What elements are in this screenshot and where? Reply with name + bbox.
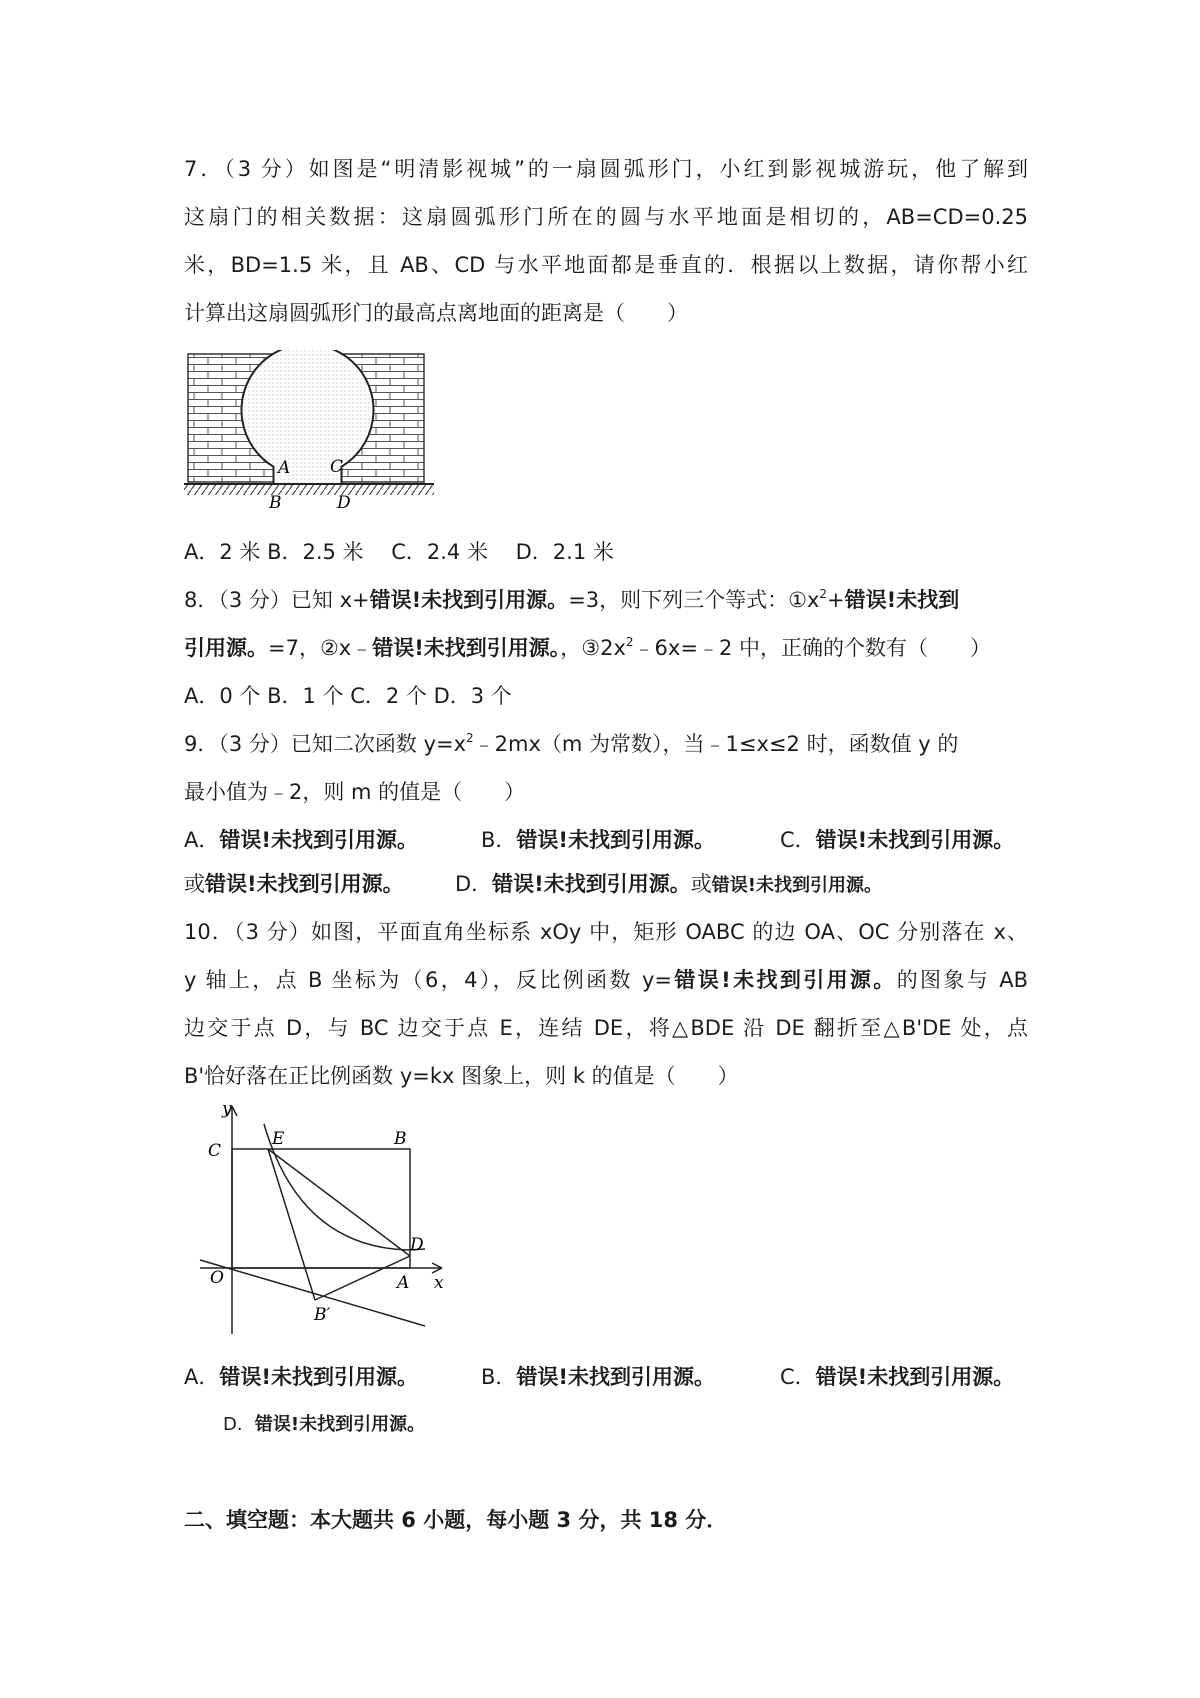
q9-option-b: [481, 825, 715, 855]
q10-option-a: [184, 1362, 418, 1392]
error-ref: 错误!未找到引用源。: [815, 828, 1015, 852]
q9-text-2: ﹣2mx（m 为常数），当﹣1≤x≤2 时，函数值 y 的: [473, 732, 959, 756]
option-letter: C．: [780, 828, 816, 852]
label-x: x: [434, 1273, 444, 1293]
q7-stem-line-2: 这扇门的相关数据：这扇圆弧形门所在的圆与水平地面是相切的，AB=CD=0.25: [184, 205, 1028, 229]
q7-stem-line-4: 计算出这扇圆弧形门的最高点离地面的距离是（ ）: [184, 301, 688, 325]
q10-text-1: y 轴上，点 B 坐标为（6，4），反比例函数 y=: [184, 968, 672, 992]
q10-text-2: 的图象与 AB: [896, 968, 1029, 992]
option-letter: B．: [481, 1365, 517, 1389]
label-a: A: [278, 458, 291, 478]
error-ref: 错误!未找到引用源。: [219, 828, 418, 852]
label-c: C: [330, 457, 344, 477]
superscript: 2: [819, 587, 828, 601]
option-letter: C．: [780, 1365, 816, 1389]
error-ref: 错误!未找到引用源。: [372, 636, 561, 660]
error-ref: 错误!未找到引用源。: [516, 1365, 715, 1389]
q8-stem-line-1: [184, 585, 959, 615]
coordinate-figure: [180, 1098, 450, 1338]
error-ref: 错误!未找到引用源。: [369, 588, 569, 612]
q8-text-4: =7，②x﹣: [268, 636, 373, 660]
error-ref: 错误!未找到引用源。: [672, 968, 897, 992]
q10-stem-line-2: [184, 965, 1028, 995]
q9-stem-line-2: 最小值为﹣2，则 m 的值是（ ）: [184, 780, 526, 804]
superscript: 2: [625, 635, 634, 649]
superscript: 2: [466, 731, 474, 745]
or-text: 或: [184, 872, 205, 896]
label-d: D: [410, 1235, 424, 1255]
ground-hatch: [184, 485, 434, 495]
section-2-heading: 二、填空题：本大题共 6 小题，每小题 3 分，共 18 分．: [184, 1508, 728, 1532]
q8-text-1: 8．（3 分）已知 x+: [184, 588, 370, 612]
option-letter: A．: [184, 828, 220, 852]
label-c: C: [208, 1141, 222, 1161]
segment-eb-prime: [268, 1149, 315, 1300]
option-letter: B．: [481, 828, 517, 852]
or-text: 或: [690, 872, 712, 896]
q10-stem-line-3: 边交于点 D，与 BC 边交于点 E，连结 DE，将△BDE 沿 DE 翻折至△B'DE 处，点: [184, 1016, 1028, 1040]
error-ref: 错误!未找到引用源。: [516, 828, 715, 852]
q9-text-1: 9．（3 分）已知二次函数 y=x: [184, 732, 467, 756]
q10-option-d: [223, 1410, 425, 1440]
q10-option-b: [481, 1362, 715, 1392]
q10-stem-line-1: 10．（3 分）如图，平面直角坐标系 xOy 中，矩形 OABC 的边 OA、OC 分别落在 x、: [184, 920, 1028, 944]
error-ref: 引用源。: [184, 636, 268, 660]
option-letter: D．: [223, 1414, 255, 1435]
label-y: y: [222, 1099, 232, 1119]
q7-stem-line-1: 7．（3 分）如图是“明清影视城”的一扇圆弧形门，小红到影视城游玩，他了解到: [184, 157, 1028, 181]
label-e: E: [272, 1129, 285, 1149]
error-ref: 错误!未找到引用源。: [219, 1365, 418, 1389]
label-d: D: [337, 493, 351, 510]
error-ref: 错误!未找到引用源。: [492, 872, 691, 896]
segment-de: [268, 1149, 410, 1256]
error-ref: 错误!未找到引用源。: [815, 1365, 1015, 1389]
label-a: A: [397, 1273, 410, 1293]
arch-door-figure: [184, 350, 434, 510]
q10-stem-line-4: B'恰好落在正比例函数 y=kx 图象上，则 k 的值是（ ）: [184, 1064, 739, 1088]
q8-text-5: ，③2x: [560, 636, 626, 660]
q9-option-c-cont: [184, 869, 404, 899]
q8-stem-line-2: [184, 633, 991, 663]
q10-option-c: [780, 1362, 1014, 1392]
q8-text-3: +: [827, 588, 845, 612]
line-y-kx: [200, 1260, 425, 1326]
rectangle-oabc: [232, 1149, 410, 1268]
q9-option-a: [184, 825, 418, 855]
q8-text-2: =3，则下列三个等式：①x: [568, 588, 820, 612]
segment-b-prime-d: [315, 1256, 410, 1300]
label-b: B: [269, 493, 282, 510]
q7-options: A．2 米 B．2.5 米 C．2.4 米 D．2.1 米: [184, 540, 614, 564]
error-ref: 错误!未找到引用源。: [711, 875, 882, 896]
q9-stem-line-1: [184, 729, 958, 759]
error-ref: 错误!未找到引用源。: [254, 1414, 426, 1435]
q7-stem-line-3: 米，BD=1.5 米，且 AB、CD 与水平地面都是垂直的．根据以上数据，请你帮小红: [184, 253, 1028, 277]
error-ref: 错误!未找到引用源。: [205, 872, 404, 896]
q8-text-6: ﹣6x=﹣2 中，正确的个数有（ ）: [633, 636, 991, 660]
q9-option-d: [455, 869, 882, 901]
label-b: B: [394, 1129, 407, 1149]
q9-option-c: [780, 825, 1014, 855]
q8-options: A．0 个 B．1 个 C．2 个 D．3 个: [184, 684, 512, 708]
option-letter: D．: [455, 872, 493, 896]
option-letter: A．: [184, 1365, 220, 1389]
label-o: O: [210, 1268, 224, 1288]
label-b-prime: B′: [314, 1305, 331, 1325]
error-ref: 错误!未找到: [844, 588, 960, 612]
